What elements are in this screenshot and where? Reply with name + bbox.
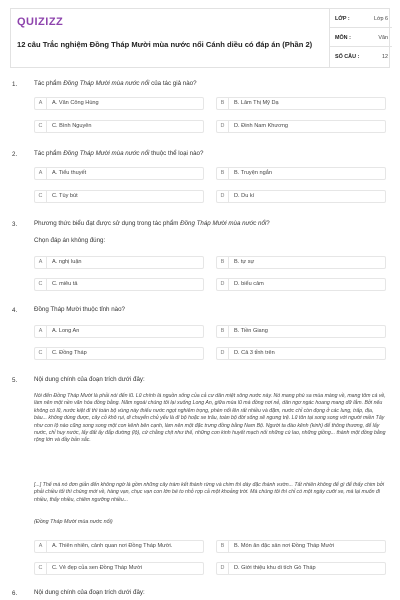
option-text: C. Tùy bút bbox=[52, 193, 78, 199]
option-b[interactable] bbox=[216, 325, 386, 338]
option-text: A. Văn Công Hùng bbox=[52, 100, 99, 106]
option-c[interactable] bbox=[34, 190, 204, 203]
option-letter: A bbox=[35, 98, 47, 109]
option-a[interactable] bbox=[34, 167, 204, 180]
option-text: B. tự sự bbox=[234, 259, 255, 265]
question-text bbox=[34, 306, 386, 314]
meta-row-subject bbox=[330, 28, 392, 47]
option-letter: B bbox=[217, 98, 229, 109]
meta-table bbox=[329, 9, 391, 67]
meta-label: SỐ CÂU : bbox=[335, 54, 360, 60]
meta-label: LỚP : bbox=[335, 16, 350, 22]
option-letter: D bbox=[217, 191, 229, 202]
option-text: B. Tiền Giang bbox=[234, 328, 268, 334]
question-text-plain: Tác phẩm bbox=[34, 150, 64, 157]
option-b[interactable] bbox=[216, 167, 386, 180]
option-a[interactable] bbox=[34, 256, 204, 269]
option-text: A. Long An bbox=[52, 328, 80, 334]
option-letter: D bbox=[217, 279, 229, 290]
question-text-italic: Đồng Tháp Mười mùa nước nổi bbox=[63, 150, 150, 157]
option-b[interactable] bbox=[216, 256, 386, 269]
option-text: C. Bình Nguyên bbox=[52, 123, 92, 129]
option-letter: C bbox=[35, 348, 47, 359]
option-a[interactable] bbox=[34, 325, 204, 338]
passage-paragraph: [...] Thế mà nó đơn giản đến không ngờ là gồm những cây tràm kết thành rừng và chim thì dày đặc thành vườn... Tất nhiên không để gì để thấy chim bởi phải chiều tối thì chúng mới về, hàng vạn, chục vạn con lớn bé to nhỏ rợp cả một khoảng trời. Mà chúng tôi thì chỉ có một ngày cưỡi xe, mà lại muốn đi nhiều, thấy nhiều, chiêm ngưỡng nhiều... bbox=[34, 482, 384, 503]
option-text: C. Đồng Tháp bbox=[52, 350, 87, 356]
option-letter: A bbox=[35, 541, 47, 552]
option-letter: A bbox=[35, 326, 47, 337]
option-c[interactable] bbox=[34, 562, 204, 575]
option-letter: A bbox=[35, 257, 47, 268]
option-c[interactable] bbox=[34, 347, 204, 360]
question-text-italic: Đồng Tháp Mười mùa nước nổi bbox=[180, 220, 267, 227]
option-letter: C bbox=[35, 121, 47, 132]
question-text-plain: Nội dung chính của đoạn trích dưới đây: bbox=[34, 589, 145, 596]
meta-label: MÔN : bbox=[335, 35, 351, 41]
option-b[interactable] bbox=[216, 540, 386, 553]
option-text: D. Du kí bbox=[234, 193, 255, 199]
option-letter: D bbox=[217, 348, 229, 359]
question-text bbox=[34, 220, 386, 228]
question-number: 1. bbox=[12, 81, 18, 88]
meta-value: 12 bbox=[382, 54, 388, 60]
meta-row-count bbox=[330, 47, 392, 66]
option-text: D. Đinh Nam Khương bbox=[234, 123, 289, 129]
question-text-plain: của tác giả nào? bbox=[149, 80, 197, 87]
option-text: D. biểu cảm bbox=[234, 281, 264, 287]
option-letter: B bbox=[217, 168, 229, 179]
option-text: A. Tiểu thuyết bbox=[52, 170, 87, 176]
option-d[interactable] bbox=[216, 120, 386, 133]
option-letter: B bbox=[217, 326, 229, 337]
question-text-plain: Nội dung chính của đoạn trích dưới đây: bbox=[34, 376, 145, 383]
option-d[interactable] bbox=[216, 347, 386, 360]
question-text bbox=[34, 80, 386, 88]
option-a[interactable] bbox=[34, 540, 204, 553]
question-text-plain: thuộc thể loại nào? bbox=[149, 150, 204, 157]
option-text: A. Thiên nhiên, cảnh quan nơi Đồng Tháp Mười. bbox=[52, 543, 173, 549]
option-b[interactable] bbox=[216, 97, 386, 110]
option-text: B. Lâm Thị Mỹ Dạ bbox=[234, 100, 279, 106]
question-number: 6. bbox=[12, 590, 18, 597]
question-note: Chọn đáp án không đúng: bbox=[34, 237, 106, 244]
option-text: B. Truyện ngắn bbox=[234, 170, 272, 176]
option-letter: C bbox=[35, 563, 47, 574]
question-number: 5. bbox=[12, 377, 18, 384]
option-text: C. miêu tả bbox=[52, 281, 78, 287]
meta-value: Lớp 6 bbox=[373, 16, 388, 22]
option-text: B. Món ăn đặc sản nơi Đồng Tháp Mười bbox=[234, 543, 335, 549]
question-text bbox=[34, 376, 386, 384]
question-text-plain: Đồng Tháp Mười thuộc tỉnh nào? bbox=[34, 306, 125, 313]
document-header bbox=[10, 8, 390, 68]
option-d[interactable] bbox=[216, 190, 386, 203]
question-text-plain: ? bbox=[266, 220, 270, 227]
question-number: 3. bbox=[12, 221, 18, 228]
option-c[interactable] bbox=[34, 278, 204, 291]
option-letter: C bbox=[35, 279, 47, 290]
question-text-plain: Tác phẩm bbox=[34, 80, 64, 87]
meta-value: Văn bbox=[378, 35, 388, 41]
passage-paragraph: Nói đến Đồng Tháp Mười là phải nói đến lũ. Lũ chính là nguồn sống của cả cư dân miệt sông nước này. Nó mang phù sa mùa màng về, mang tôm cá về, làm nên một nền văn hóa đồng bằng. Năm ngoái chúng tôi lại xuống Long An, giữa mùa lũ mà đồng nơi nẻ, dân ngơ ngác hoang mang dữ lắm. Bởi nếu không có lũ, nước kiệt đi thì toàn bộ vùng này thiếu nước ngọt nghiêm trọng, phèn nổi lên rất nhiều và đặm, nước chỉ còn đọng ở các lung, trấp, địa, bàu... không dùng được, cây cỏ khô rụi, di chuyển chủ yếu là đi bộ hoặc xe trâu, toàn bộ đời sống sẽ ngưng trệ. Lũ tôn tại song song với người miền Tây như con lộ nào cũng song song một con kênh bên cạnh, làm nên một đặc trưng đồng bằng Nam Bộ. Người ta đào kênh (kinh) để thông thương, để lấy nước, chỉ huy nước, lấy đất ấy đắp đường (lộ), cứ chằng chịt như thế, những con kinh huyết mạch nối những cù lao, những giồng... thành một đồng bằng rộng lớn và đầy bản sắc. bbox=[34, 393, 386, 444]
option-letter: D bbox=[217, 121, 229, 132]
question-text bbox=[34, 589, 386, 597]
option-text: C. Vẻ đẹp của sen Đồng Tháp Mười bbox=[52, 565, 143, 571]
option-c[interactable] bbox=[34, 120, 204, 133]
option-a[interactable] bbox=[34, 97, 204, 110]
question-number: 4. bbox=[12, 307, 18, 314]
question-text-plain: Phương thức biểu đạt được sử dụng trong tác phẩm bbox=[34, 220, 181, 227]
document-title: 12 câu Trắc nghiệm Đồng Tháp Mười mùa nước nổi Cánh diều có đáp án (Phần 2) bbox=[17, 40, 313, 49]
passage-source: (Đồng Tháp Mười mùa nước nổi) bbox=[34, 519, 113, 525]
option-text: D. Giới thiệu khu di tích Gò Tháp bbox=[234, 565, 316, 571]
option-d[interactable] bbox=[216, 562, 386, 575]
meta-row-class bbox=[330, 9, 392, 28]
option-letter: B bbox=[217, 541, 229, 552]
question-text-italic: Đồng Tháp Mười mùa nước nổi bbox=[63, 80, 150, 87]
option-d[interactable] bbox=[216, 278, 386, 291]
option-letter: C bbox=[35, 191, 47, 202]
option-text: D. Cả 3 tỉnh trên bbox=[234, 350, 275, 356]
question-text bbox=[34, 150, 386, 158]
option-letter: A bbox=[35, 168, 47, 179]
question-number: 2. bbox=[12, 151, 18, 158]
option-letter: D bbox=[217, 563, 229, 574]
option-text: A. nghị luận bbox=[52, 259, 82, 265]
option-letter: B bbox=[217, 257, 229, 268]
quizizz-logo: QUIZIZZ bbox=[17, 16, 64, 28]
